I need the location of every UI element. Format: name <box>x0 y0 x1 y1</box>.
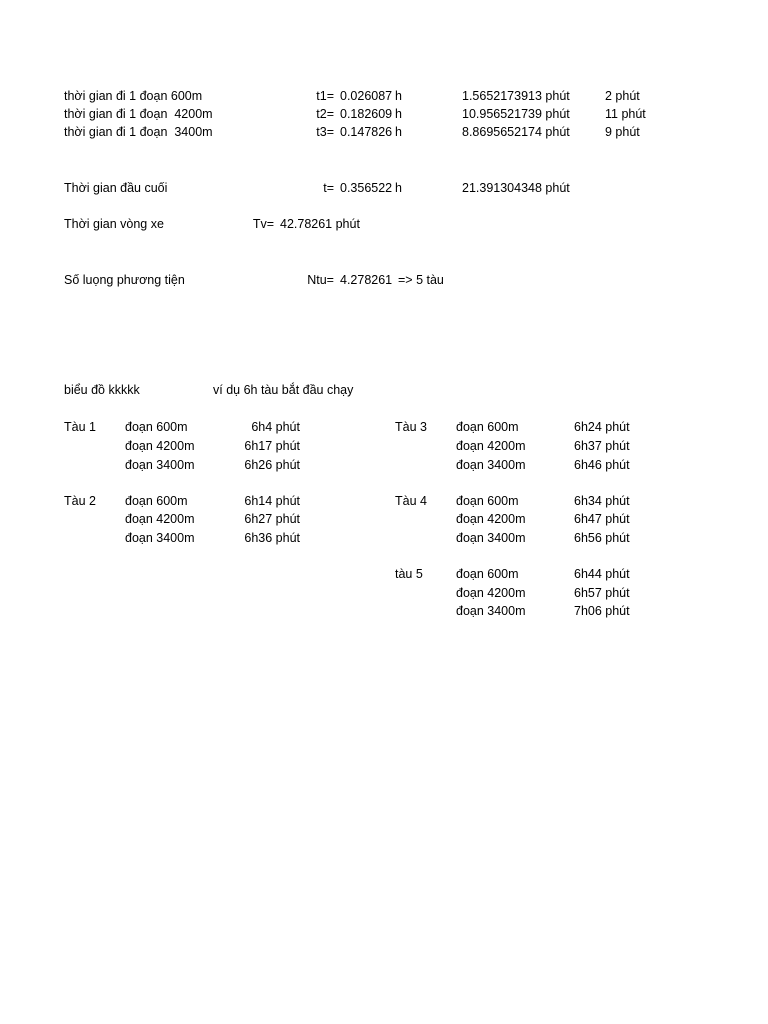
vehicles-result: => 5 tàu <box>398 273 444 287</box>
train-1-time-1: 6h4 phút <box>251 420 300 434</box>
schedule-note: ví dụ 6h tàu bắt đầu chạy <box>213 383 354 397</box>
segment-1-minutes: 1.5652173913 phút <box>462 89 570 103</box>
train-5-seg-3: đoạn 3400m <box>456 604 526 618</box>
vehicles-var: Ntu= <box>307 273 334 287</box>
train-5-time-3: 7h06 phút <box>574 604 630 618</box>
segment-3-hours: 0.147826 <box>340 125 393 139</box>
train-4-name: Tàu 4 <box>395 494 427 508</box>
train-1-name: Tàu 1 <box>64 420 96 434</box>
end-to-end-unit: h <box>395 181 402 195</box>
segment-3-label: thời gian đi 1 đoạn 3400m <box>64 125 213 139</box>
schedule-title: biểu đồ kkkkk <box>64 383 140 397</box>
segment-3-unit: h <box>395 125 402 139</box>
train-2-time-3: 6h36 phút <box>244 531 300 545</box>
segment-2-rounded: 11 phút <box>605 107 646 121</box>
segment-2-minutes: 10.956521739 phút <box>462 107 570 121</box>
segment-3-rounded: 9 phút <box>605 125 640 139</box>
segment-1-var: t1= <box>316 89 334 103</box>
train-3-seg-1: đoạn 600m <box>456 420 519 434</box>
segment-1-unit: h <box>395 89 402 103</box>
train-3-seg-2: đoạn 4200m <box>456 439 526 453</box>
train-4-seg-1: đoạn 600m <box>456 494 519 508</box>
train-5-seg-1: đoạn 600m <box>456 567 519 581</box>
train-1-seg-2: đoạn 4200m <box>125 439 195 453</box>
end-to-end-minutes: 21.391304348 phút <box>462 181 570 195</box>
train-1-time-2: 6h17 phút <box>244 439 300 453</box>
end-to-end-hours: 0.356522 <box>340 181 393 195</box>
segment-2-hours: 0.182609 <box>340 107 393 121</box>
segment-1-rounded: 2 phút <box>605 89 640 103</box>
train-2-time-1: 6h14 phút <box>244 494 300 508</box>
train-5-name: tàu 5 <box>395 567 423 581</box>
train-2-seg-2: đoạn 4200m <box>125 512 195 526</box>
round-trip-value: 42.78261 phút <box>280 217 360 231</box>
train-1-seg-1: đoạn 600m <box>125 420 188 434</box>
train-4-seg-3: đoạn 3400m <box>456 531 526 545</box>
train-3-time-2: 6h37 phút <box>574 439 630 453</box>
train-2-seg-3: đoạn 3400m <box>125 531 195 545</box>
train-4-time-3: 6h56 phút <box>574 531 630 545</box>
train-4-seg-2: đoạn 4200m <box>456 512 526 526</box>
train-3-time-3: 6h46 phút <box>574 458 630 472</box>
train-5-seg-2: đoạn 4200m <box>456 586 526 600</box>
train-5-time-1: 6h44 phút <box>574 567 630 581</box>
round-trip-var: Tv= <box>252 217 274 231</box>
train-2-name: Tàu 2 <box>64 494 96 508</box>
train-2-seg-1: đoạn 600m <box>125 494 188 508</box>
segment-3-var: t3= <box>316 125 334 139</box>
train-5-time-2: 6h57 phút <box>574 586 630 600</box>
train-4-time-2: 6h47 phút <box>574 512 630 526</box>
train-3-seg-3: đoạn 3400m <box>456 458 526 472</box>
train-1-seg-3: đoạn 3400m <box>125 458 195 472</box>
segment-3-minutes: 8.8695652174 phút <box>462 125 570 139</box>
train-1-time-3: 6h26 phút <box>244 458 300 472</box>
segment-2-var: t2= <box>316 107 334 121</box>
vehicles-value: 4.278261 <box>340 273 393 287</box>
segment-2-label: thời gian đi 1 đoạn 4200m <box>64 107 213 121</box>
segment-1-hours: 0.026087 <box>340 89 393 103</box>
segment-2-unit: h <box>395 107 402 121</box>
end-to-end-var: t= <box>323 181 334 195</box>
segment-1-label: thời gian đi 1 đoạn 600m <box>64 89 203 103</box>
round-trip-label: Thời gian vòng xe <box>64 217 164 231</box>
train-3-time-1: 6h24 phút <box>574 420 630 434</box>
train-2-time-2: 6h27 phút <box>244 512 300 526</box>
vehicles-label: Số luọng phương tiện <box>64 273 185 287</box>
end-to-end-label: Thời gian đầu cuối <box>64 181 168 195</box>
train-3-name: Tàu 3 <box>395 420 427 434</box>
train-4-time-1: 6h34 phút <box>574 494 630 508</box>
